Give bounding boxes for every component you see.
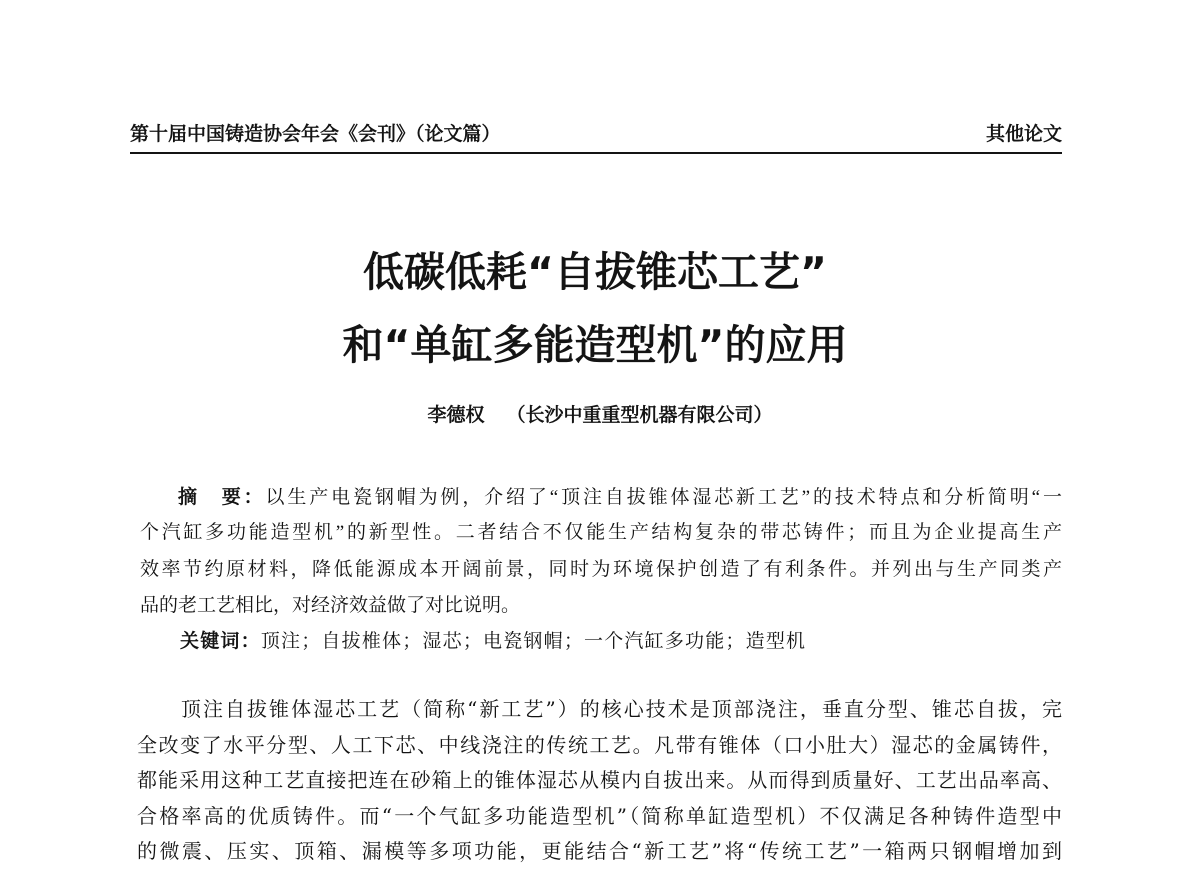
abstract-line: 个汽缸多功能造型机”的新型性。二者结合不仅能生产结构复杂的带芯铸件；而且为企业提高生产 — [140, 522, 1062, 544]
body-line: 都能采用这种工艺直接把连在砂箱上的锥体湿芯从模内自拔出来。从而得到质量好、工艺出品率高、 — [137, 768, 1062, 792]
body-line: 全改变了水平分型、人工下芯、中线浇注的传统工艺。凡带有锥体（口小肚大）湿芯的金属铸件， — [137, 732, 1062, 757]
keywords — [180, 623, 1060, 660]
abstract — [140, 479, 1062, 624]
body-line: 的微震、压实、顶箱、漏模等多项功能，更能结合“新工艺”将“传统工艺”一箱两只钢帽增加到 — [137, 839, 1062, 863]
title-line-1: 低碳低耗“自拔锥芯工艺” — [363, 248, 827, 296]
author-line — [0, 400, 1200, 430]
abstract-label: 摘 要： — [178, 486, 266, 508]
author-affiliation: （长沙中重重型机器有限公司） — [506, 404, 773, 426]
author-name: 李德权 — [427, 404, 485, 426]
section-name: 其他论文 — [985, 123, 1062, 145]
keywords-label: 关键词： — [180, 630, 261, 652]
abstract-line — [140, 479, 1062, 515]
running-header — [130, 118, 1062, 154]
paper-title — [0, 236, 1190, 382]
body-line: 合格率高的优质铸件。而“一个气缸多功能造型机”（简称单缸造型机）不仅满足各种铸件造型中 — [137, 803, 1062, 828]
journal-title: 第十届中国铸造协会年会《会刊》（论文篇） — [130, 123, 501, 145]
abstract-line: 效率节约原材料，降低能源成本开阔前景，同时为环境保护创造了有利条件。并列出与生产同类产 — [140, 558, 1062, 580]
keywords-text: 顶注；自拔椎体；湿芯；电瓷钢帽；一个汽缸多功能；造型机 — [260, 631, 807, 652]
body-paragraph — [137, 692, 1062, 870]
body-line: 顶注自拔锥体湿芯工艺（简称“新工艺”）的核心技术是顶部浇注，垂直分型、锥芯自拔，完 — [181, 697, 1062, 721]
abstract-line: 品的老工艺相比，对经济效益做了对比说明。 — [140, 594, 521, 616]
title-line-2: 和“单缸多能造型机”的应用 — [342, 321, 848, 369]
abstract-text: 以生产电瓷钢帽为例，介绍了“顶注自拔锥体湿芯新工艺”的技术特点和分析简明“一 — [265, 487, 1062, 508]
